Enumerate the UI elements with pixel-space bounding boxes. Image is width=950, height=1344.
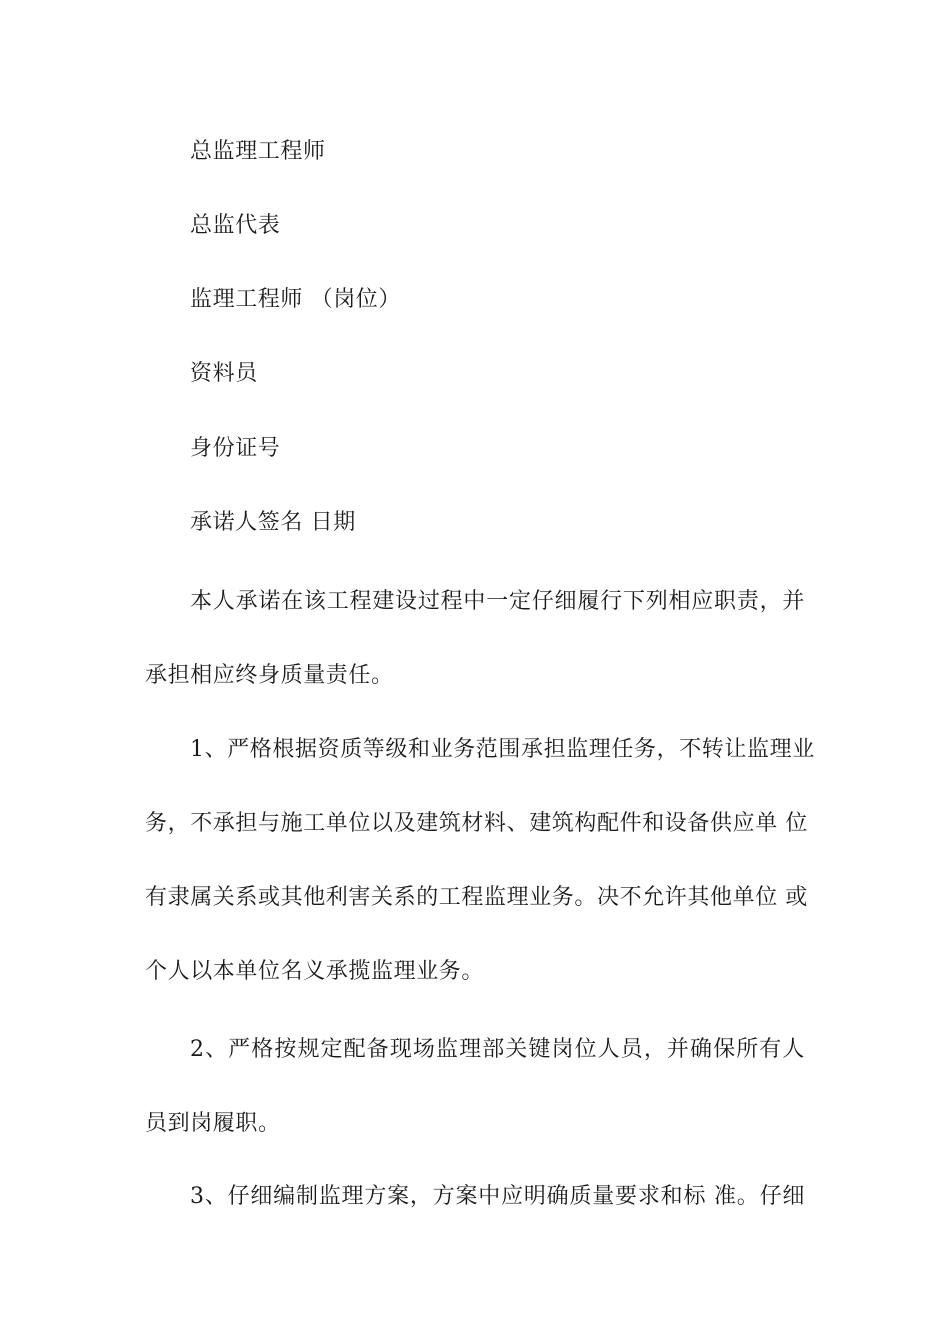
intro-line-1: 本人承诺在该工程建设过程中一定仔细履行下列相应职责，并 (190, 589, 805, 614)
field-engineer-post: 监理工程师 （岗位） (190, 287, 401, 312)
item1-line-1: 1、严格根据资质等级和业务范围承担监理任务，不转让监理业 (190, 737, 815, 762)
field-clerk: 资料员 (190, 361, 258, 386)
item2-line-2: 员到岗履职。 (145, 1111, 281, 1136)
item1-line-3: 有隶属关系或其他利害关系的工程监理业务。决不允许其他单位 或 (145, 885, 808, 910)
item3-line-1: 3、仔细编制监理方案，方案中应明确质量要求和标 准。仔细 (190, 1184, 805, 1209)
field-chief-engineer: 总监理工程师 (190, 139, 326, 164)
item2-line-1: 2、严格按规定配备现场监理部关键岗位人员，并确保所有人 (190, 1037, 805, 1062)
field-id-number: 身份证号 (190, 436, 281, 461)
intro-line-2: 承担相应终身质量责任。 (145, 663, 394, 688)
field-chief-deputy: 总监代表 (190, 213, 281, 238)
field-signature-date: 承诺人签名 日期 (190, 510, 356, 535)
item1-line-4: 个人以本单位名义承揽监理业务。 (145, 959, 485, 984)
item1-line-2: 务，不承担与施工单位以及建筑材料、建筑构配件和设备供应单 位 (145, 811, 808, 836)
